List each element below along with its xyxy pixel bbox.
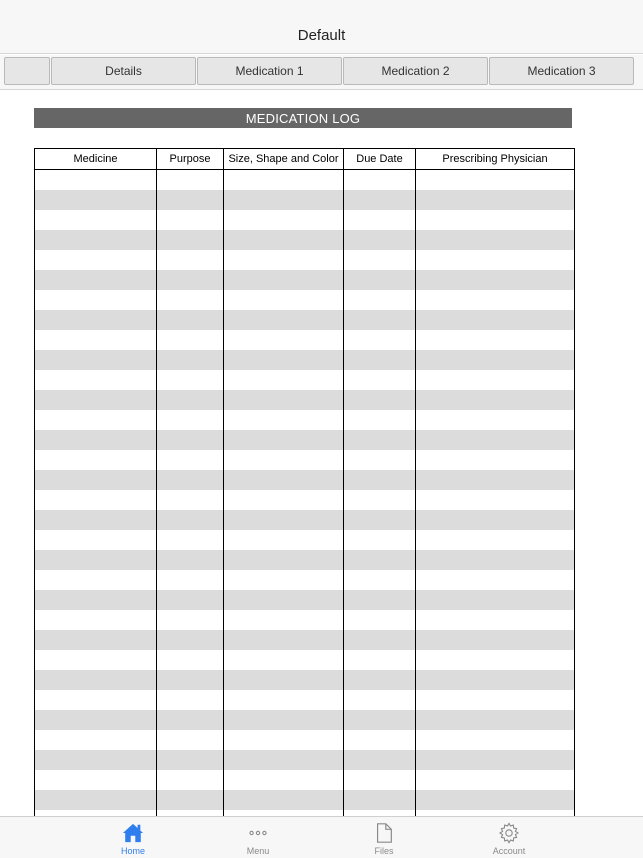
table-cell[interactable] — [157, 610, 224, 630]
nav-home[interactable] — [88, 817, 178, 858]
table-row — [35, 210, 575, 230]
table-cell[interactable] — [224, 610, 344, 630]
table-cell[interactable] — [157, 790, 224, 810]
table-cell[interactable] — [416, 390, 575, 410]
table-cell[interactable] — [157, 250, 224, 270]
table-cell[interactable] — [344, 670, 416, 690]
table-cell[interactable] — [416, 550, 575, 570]
table-cell[interactable] — [35, 670, 157, 690]
table-cell[interactable] — [344, 570, 416, 590]
table-cell[interactable] — [416, 530, 575, 550]
table-cell[interactable] — [157, 570, 224, 590]
table-cell[interactable] — [344, 730, 416, 750]
table-row — [35, 690, 575, 710]
page-title: Default — [297, 26, 346, 44]
table-cell[interactable] — [35, 370, 157, 390]
tab-bar — [0, 55, 643, 90]
table-cell[interactable] — [224, 310, 344, 330]
table-cell[interactable] — [35, 650, 157, 670]
table-cell[interactable] — [35, 410, 157, 430]
table-cell[interactable] — [224, 690, 344, 710]
table-cell[interactable] — [416, 490, 575, 510]
table-cell[interactable] — [157, 310, 224, 330]
table-cell[interactable] — [157, 390, 224, 410]
table-cell[interactable] — [35, 710, 157, 730]
table-cell[interactable] — [416, 170, 575, 191]
table-row — [35, 770, 575, 790]
document-view[interactable] — [0, 91, 643, 816]
table-cell[interactable] — [416, 470, 575, 490]
table-row — [35, 530, 575, 550]
table-cell[interactable] — [416, 790, 575, 810]
table-cell[interactable] — [157, 170, 224, 191]
table-cell[interactable] — [35, 570, 157, 590]
table-cell[interactable] — [416, 430, 575, 450]
table-row — [35, 170, 575, 191]
table-cell[interactable] — [344, 690, 416, 710]
table-cell[interactable] — [344, 610, 416, 630]
table-cell[interactable] — [344, 590, 416, 610]
table-cell[interactable] — [35, 770, 157, 790]
table-cell[interactable] — [224, 530, 344, 550]
table-cell[interactable] — [224, 330, 344, 350]
table-cell[interactable] — [224, 250, 344, 270]
table-cell[interactable] — [157, 330, 224, 350]
table-cell[interactable] — [224, 210, 344, 230]
table-cell[interactable] — [157, 750, 224, 770]
tab-medication-3[interactable]: Medication 3 — [489, 57, 634, 85]
table-cell[interactable] — [35, 430, 157, 450]
table-cell[interactable] — [344, 650, 416, 670]
table-cell[interactable] — [157, 650, 224, 670]
table-cell[interactable] — [157, 230, 224, 250]
table-row — [35, 610, 575, 630]
table-cell[interactable] — [344, 630, 416, 650]
table-cell[interactable] — [224, 510, 344, 530]
table-cell[interactable] — [344, 210, 416, 230]
table-cell[interactable] — [224, 590, 344, 610]
table-cell[interactable] — [224, 290, 344, 310]
table-cell[interactable] — [157, 530, 224, 550]
table-cell[interactable] — [157, 350, 224, 370]
table-cell[interactable] — [35, 210, 157, 230]
table-cell[interactable] — [344, 170, 416, 191]
table-row — [35, 790, 575, 810]
bottom-tab-bar — [0, 816, 643, 858]
table-row — [35, 350, 575, 370]
table-cell[interactable] — [157, 270, 224, 290]
table-cell[interactable] — [157, 430, 224, 450]
table-row — [35, 590, 575, 610]
table-cell[interactable] — [35, 470, 157, 490]
table-cell[interactable] — [35, 290, 157, 310]
table-cell[interactable] — [35, 450, 157, 470]
top-navigation-bar — [0, 0, 643, 54]
table-cell[interactable] — [344, 530, 416, 550]
table-cell[interactable] — [224, 450, 344, 470]
nav-files-label: Files — [374, 846, 394, 856]
table-cell[interactable] — [416, 310, 575, 330]
table-row — [35, 490, 575, 510]
column-header-purpose: Purpose — [157, 149, 224, 170]
table-cell[interactable] — [416, 350, 575, 370]
table-cell[interactable] — [224, 730, 344, 750]
table-cell[interactable] — [416, 510, 575, 530]
table-cell[interactable] — [344, 450, 416, 470]
table-cell[interactable] — [344, 390, 416, 410]
table-row — [35, 190, 575, 210]
medication-log-title: MEDICATION LOG — [34, 108, 572, 128]
table-cell[interactable] — [344, 410, 416, 430]
table-cell[interactable] — [157, 550, 224, 570]
table-cell[interactable] — [344, 290, 416, 310]
table-cell[interactable] — [35, 590, 157, 610]
table-row — [35, 410, 575, 430]
table-cell[interactable] — [35, 610, 157, 630]
table-cell[interactable] — [224, 430, 344, 450]
table-cell[interactable] — [224, 390, 344, 410]
table-row — [35, 470, 575, 490]
table-cell[interactable] — [416, 330, 575, 350]
table-cell[interactable] — [416, 630, 575, 650]
tab-details[interactable]: Details — [51, 57, 196, 85]
table-cell[interactable] — [416, 610, 575, 630]
table-body — [35, 170, 575, 817]
table-cell[interactable] — [157, 630, 224, 650]
table-cell[interactable] — [344, 370, 416, 390]
table-cell[interactable] — [35, 390, 157, 410]
table-cell[interactable] — [224, 270, 344, 290]
table-cell[interactable] — [157, 290, 224, 310]
table-cell[interactable] — [157, 470, 224, 490]
file-icon — [373, 822, 395, 844]
table-cell[interactable] — [157, 710, 224, 730]
table-cell[interactable] — [157, 770, 224, 790]
table-cell[interactable] — [35, 250, 157, 270]
table-cell[interactable] — [224, 190, 344, 210]
table-row — [35, 650, 575, 670]
tab-medication-1[interactable]: Medication 1 — [197, 57, 342, 85]
table-cell[interactable] — [344, 510, 416, 530]
table-cell[interactable] — [224, 670, 344, 690]
table-cell[interactable] — [35, 170, 157, 191]
table-cell[interactable] — [157, 190, 224, 210]
gear-icon — [498, 822, 520, 844]
table-cell[interactable] — [416, 670, 575, 690]
table-cell[interactable] — [224, 470, 344, 490]
table-row — [35, 370, 575, 390]
table-cell[interactable] — [157, 730, 224, 750]
more-icon — [247, 822, 269, 844]
table-cell[interactable] — [224, 650, 344, 670]
table-cell[interactable] — [416, 650, 575, 670]
table-cell[interactable] — [344, 550, 416, 570]
table-cell[interactable] — [344, 330, 416, 350]
table-cell[interactable] — [224, 490, 344, 510]
column-header-prescribing-physician: Prescribing Physician — [416, 149, 575, 170]
table-row — [35, 710, 575, 730]
nav-files[interactable] — [339, 817, 429, 858]
table-cell[interactable] — [416, 570, 575, 590]
table-cell[interactable] — [35, 730, 157, 750]
table-cell[interactable] — [35, 230, 157, 250]
table-cell[interactable] — [416, 270, 575, 290]
table-row — [35, 550, 575, 570]
nav-home-label: Home — [120, 846, 145, 856]
tab-previous[interactable] — [4, 57, 50, 85]
table-cell[interactable] — [416, 730, 575, 750]
table-row — [35, 230, 575, 250]
table-cell[interactable] — [224, 570, 344, 590]
table-cell[interactable] — [35, 550, 157, 570]
table-cell[interactable] — [157, 490, 224, 510]
table-row — [35, 310, 575, 330]
table-row — [35, 730, 575, 750]
medication-log-table — [34, 148, 575, 816]
table-cell[interactable] — [344, 770, 416, 790]
table-cell[interactable] — [416, 250, 575, 270]
table-cell[interactable] — [157, 210, 224, 230]
table-header-row — [35, 149, 575, 170]
table-cell[interactable] — [416, 450, 575, 470]
table-cell[interactable] — [35, 530, 157, 550]
table-cell[interactable] — [224, 550, 344, 570]
table-cell[interactable] — [344, 270, 416, 290]
table-cell[interactable] — [344, 710, 416, 730]
table-cell[interactable] — [35, 510, 157, 530]
nav-account[interactable] — [464, 817, 554, 858]
table-cell[interactable] — [35, 690, 157, 710]
column-header-medicine: Medicine — [35, 149, 157, 170]
table-cell[interactable] — [224, 170, 344, 191]
table-cell[interactable] — [224, 410, 344, 430]
table-cell[interactable] — [224, 630, 344, 650]
table-cell[interactable] — [344, 310, 416, 330]
table-cell[interactable] — [224, 750, 344, 770]
table-row — [35, 430, 575, 450]
table-cell[interactable] — [416, 190, 575, 210]
table-cell[interactable] — [344, 430, 416, 450]
table-cell[interactable] — [416, 770, 575, 790]
table-cell[interactable] — [157, 370, 224, 390]
column-header-due-date: Due Date — [344, 149, 416, 170]
table-row — [35, 270, 575, 290]
table-cell[interactable] — [344, 350, 416, 370]
table-cell[interactable] — [224, 770, 344, 790]
nav-menu-label: Menu — [246, 846, 270, 856]
table-cell[interactable] — [416, 710, 575, 730]
table-cell[interactable] — [157, 410, 224, 430]
table-cell[interactable] — [224, 350, 344, 370]
table-cell[interactable] — [344, 250, 416, 270]
table-row — [35, 630, 575, 650]
table-cell[interactable] — [35, 310, 157, 330]
table-cell[interactable] — [344, 790, 416, 810]
table-cell[interactable] — [35, 190, 157, 210]
tab-medication-2[interactable]: Medication 2 — [343, 57, 488, 85]
table-cell[interactable] — [416, 690, 575, 710]
table-cell[interactable] — [35, 350, 157, 370]
home-icon — [122, 822, 144, 844]
table-cell[interactable] — [344, 750, 416, 770]
table-cell[interactable] — [35, 490, 157, 510]
table-cell[interactable] — [416, 410, 575, 430]
table-cell[interactable] — [35, 270, 157, 290]
table-cell[interactable] — [35, 750, 157, 770]
table-cell[interactable] — [157, 670, 224, 690]
column-header-size-shape-color: Size, Shape and Color — [224, 149, 344, 170]
nav-account-label: Account — [492, 846, 526, 856]
table-cell[interactable] — [157, 510, 224, 530]
table-cell[interactable] — [416, 230, 575, 250]
table-cell[interactable] — [157, 690, 224, 710]
table-row — [35, 570, 575, 590]
table-cell[interactable] — [157, 590, 224, 610]
table-cell[interactable] — [35, 330, 157, 350]
table-row — [35, 510, 575, 530]
table-cell[interactable] — [224, 790, 344, 810]
table-cell[interactable] — [224, 710, 344, 730]
table-cell[interactable] — [224, 370, 344, 390]
table-row — [35, 250, 575, 270]
table-row — [35, 450, 575, 470]
table-cell[interactable] — [416, 370, 575, 390]
nav-menu[interactable] — [213, 817, 303, 858]
table-row — [35, 330, 575, 350]
table-row — [35, 750, 575, 770]
table-cell[interactable] — [35, 630, 157, 650]
table-cell[interactable] — [344, 230, 416, 250]
table-cell[interactable] — [35, 790, 157, 810]
table-cell[interactable] — [224, 230, 344, 250]
table-cell[interactable] — [344, 490, 416, 510]
table-row — [35, 390, 575, 410]
table-cell[interactable] — [344, 470, 416, 490]
table-cell[interactable] — [416, 290, 575, 310]
table-cell[interactable] — [416, 210, 575, 230]
table-cell[interactable] — [344, 190, 416, 210]
table-cell[interactable] — [157, 450, 224, 470]
table-cell[interactable] — [416, 590, 575, 610]
table-cell[interactable] — [416, 750, 575, 770]
table-row — [35, 670, 575, 690]
table-row — [35, 290, 575, 310]
